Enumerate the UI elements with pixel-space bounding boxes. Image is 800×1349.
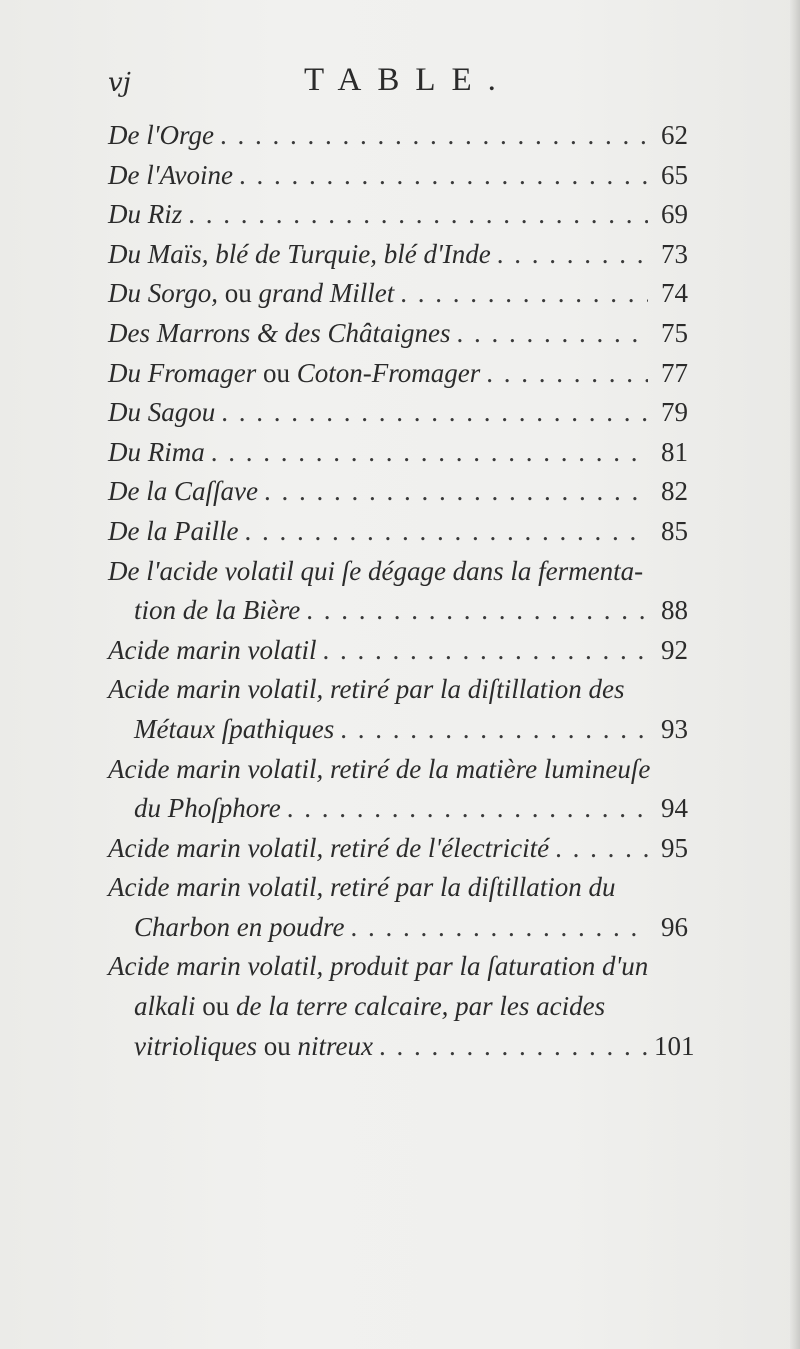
toc-entry-title bbox=[108, 472, 258, 512]
toc-entry-title bbox=[108, 156, 233, 196]
toc-entry-page-number: 96 bbox=[661, 911, 688, 942]
title-text: Acide marin volatil bbox=[108, 634, 317, 665]
page-header bbox=[108, 58, 668, 102]
title-text: tion de la Bière bbox=[134, 595, 301, 626]
toc-entry-line bbox=[108, 195, 688, 235]
toc-entry-title bbox=[108, 393, 215, 433]
conjunction-text: ou bbox=[224, 278, 252, 309]
dot-leader bbox=[287, 789, 648, 829]
conjunction-text: ou bbox=[202, 991, 230, 1022]
toc-entry-line bbox=[108, 512, 688, 552]
toc-entry-title bbox=[108, 354, 480, 394]
title-text: Du Riz bbox=[108, 199, 183, 230]
toc-entry-line bbox=[108, 433, 688, 473]
toc-entry-line bbox=[108, 472, 688, 512]
dot-leader bbox=[220, 116, 648, 156]
toc-entry-page-number: 75 bbox=[661, 317, 688, 348]
conjunction-text: ou bbox=[263, 357, 290, 388]
toc-entry-title bbox=[108, 631, 316, 671]
title-text: Du Rima bbox=[108, 436, 205, 467]
title-text: Coton-Fromager bbox=[290, 357, 481, 388]
toc-entry-title-middle-line bbox=[134, 987, 605, 1027]
dot-leader bbox=[306, 591, 648, 631]
title-text: De l'Orge bbox=[108, 120, 214, 150]
toc-entry-title bbox=[108, 314, 451, 354]
dot-leader bbox=[497, 235, 648, 275]
title-text: du Phoſphore bbox=[134, 793, 281, 824]
toc-entry bbox=[108, 631, 688, 671]
toc-entry-page-number: 62 bbox=[661, 120, 688, 150]
toc-entry-page-number: 93 bbox=[661, 713, 688, 744]
page-edge bbox=[790, 0, 800, 1349]
dot-leader bbox=[351, 908, 649, 948]
title-text: De la Paille bbox=[108, 515, 239, 546]
toc-entry-line bbox=[108, 591, 688, 631]
toc-entry-line bbox=[108, 235, 688, 275]
dot-leader bbox=[486, 354, 648, 394]
toc-entry-page-number: 69 bbox=[661, 199, 688, 230]
toc-entry bbox=[108, 235, 688, 275]
toc-entry bbox=[108, 947, 695, 1066]
dot-leader bbox=[221, 393, 648, 433]
toc-entry-line bbox=[108, 789, 688, 829]
toc-entry-line bbox=[108, 829, 688, 869]
toc-entry bbox=[108, 670, 688, 749]
toc-entry-title bbox=[134, 591, 300, 631]
toc-entry-page-number: 85 bbox=[661, 515, 688, 546]
dot-leader bbox=[457, 314, 649, 354]
title-text: alkali bbox=[134, 991, 203, 1022]
running-title: TABLE. bbox=[304, 62, 512, 98]
toc-entry bbox=[108, 472, 688, 512]
toc-entry-title bbox=[108, 433, 205, 473]
toc-entry bbox=[108, 393, 688, 433]
toc-entry-title bbox=[108, 829, 549, 869]
toc-entry-line bbox=[108, 987, 688, 1027]
toc-entry-line bbox=[108, 670, 688, 710]
toc-entry-title bbox=[108, 195, 182, 235]
table-of-contents bbox=[108, 116, 695, 1066]
toc-entry-line bbox=[108, 552, 688, 592]
toc-entry bbox=[108, 552, 688, 631]
title-text: Du Fromager bbox=[108, 357, 263, 388]
dot-leader bbox=[400, 274, 648, 314]
conjunction-text: ou bbox=[263, 1030, 291, 1061]
toc-entry-line bbox=[108, 274, 688, 314]
toc-entry-title bbox=[108, 512, 238, 552]
toc-entry-line bbox=[108, 710, 688, 750]
toc-entry-title-first-line: Acide marin volatil, retiré par la diſtillation des bbox=[108, 674, 625, 705]
toc-entry-line bbox=[108, 156, 688, 196]
toc-entry bbox=[108, 274, 688, 314]
toc-entry-line bbox=[108, 1027, 695, 1067]
toc-entry-title bbox=[134, 1027, 373, 1067]
title-text: Du Sagou bbox=[108, 397, 216, 428]
toc-entry-title-first-line: De l'acide volatil qui ſe dégage dans la fermenta- bbox=[108, 555, 644, 586]
toc-entry-page-number: 79 bbox=[661, 397, 688, 428]
toc-entry-line bbox=[108, 354, 688, 394]
toc-entry-line bbox=[108, 314, 688, 354]
toc-entry bbox=[108, 156, 688, 196]
title-text: vitrioliques bbox=[134, 1030, 264, 1061]
title-text: de la terre calcaire, par les acides bbox=[229, 991, 606, 1022]
dot-leader bbox=[239, 156, 648, 196]
page-folio: vj bbox=[108, 68, 131, 98]
toc-entry-page-number: 94 bbox=[661, 793, 688, 824]
toc-entry bbox=[108, 512, 688, 552]
toc-entry-title-first-line: Acide marin volatil, produit par la ſaturation d'un bbox=[108, 951, 649, 982]
toc-entry-title bbox=[108, 235, 491, 275]
toc-entry-page-number: 88 bbox=[661, 595, 688, 626]
toc-entry bbox=[108, 750, 688, 829]
toc-entry-page-number: 73 bbox=[661, 238, 688, 269]
title-text: nitreux bbox=[290, 1030, 373, 1061]
title-text: Métaux ſpathiques bbox=[134, 713, 335, 744]
toc-entry-line bbox=[108, 631, 688, 671]
title-text: De l'Avoine bbox=[108, 159, 233, 190]
toc-entry-page-number: 82 bbox=[661, 476, 688, 507]
dot-leader bbox=[555, 829, 648, 869]
dot-leader bbox=[244, 512, 648, 552]
toc-entry-page-number: 92 bbox=[661, 634, 688, 665]
toc-entry-line bbox=[108, 947, 688, 987]
toc-entry-line bbox=[108, 750, 688, 790]
title-text: Du Maïs, blé de Turquie, blé d'Inde bbox=[108, 238, 491, 269]
dot-leader bbox=[264, 472, 648, 512]
toc-entry-title bbox=[108, 274, 394, 314]
dot-leader bbox=[211, 433, 648, 473]
toc-entry bbox=[108, 195, 688, 235]
toc-entry-title bbox=[134, 710, 334, 750]
toc-entry-page-number: 101 bbox=[654, 1030, 695, 1061]
toc-entry-page-number: 65 bbox=[661, 159, 688, 190]
dot-leader bbox=[322, 631, 648, 671]
toc-entry bbox=[108, 354, 688, 394]
toc-entry-page-number: 95 bbox=[661, 832, 688, 863]
toc-entry-line bbox=[108, 908, 688, 948]
toc-entry-page-number: 74 bbox=[661, 278, 688, 309]
toc-entry bbox=[108, 829, 688, 869]
toc-entry-line bbox=[108, 116, 688, 156]
title-text: Charbon en poudre bbox=[134, 911, 345, 942]
toc-entry-title bbox=[134, 789, 281, 829]
dot-leader bbox=[188, 195, 648, 235]
dot-leader bbox=[379, 1027, 648, 1067]
toc-entry-title-first-line: Acide marin volatil, retiré par la diſtillation du bbox=[108, 872, 616, 903]
toc-entry bbox=[108, 868, 688, 947]
title-text: grand Millet bbox=[251, 278, 395, 309]
toc-entry bbox=[108, 314, 688, 354]
toc-entry-page-number: 81 bbox=[661, 436, 688, 467]
toc-entry-line bbox=[108, 868, 688, 908]
dot-leader bbox=[340, 710, 648, 750]
toc-entry-page-number: 77 bbox=[661, 357, 688, 388]
toc-entry-title bbox=[108, 116, 214, 156]
toc-entry bbox=[108, 433, 688, 473]
toc-entry bbox=[108, 116, 688, 156]
title-text: Des Marrons & des Châtaignes bbox=[108, 317, 451, 348]
title-text: De la Caſſave bbox=[108, 476, 258, 507]
toc-entry-title bbox=[134, 908, 345, 948]
title-text: Acide marin volatil, retiré de l'électricité bbox=[108, 832, 550, 863]
toc-entry-line bbox=[108, 393, 688, 433]
title-text: Du Sorgo, bbox=[108, 278, 225, 309]
toc-entry-title-first-line: Acide marin volatil, retiré de la matière lumineuſe bbox=[108, 753, 651, 784]
